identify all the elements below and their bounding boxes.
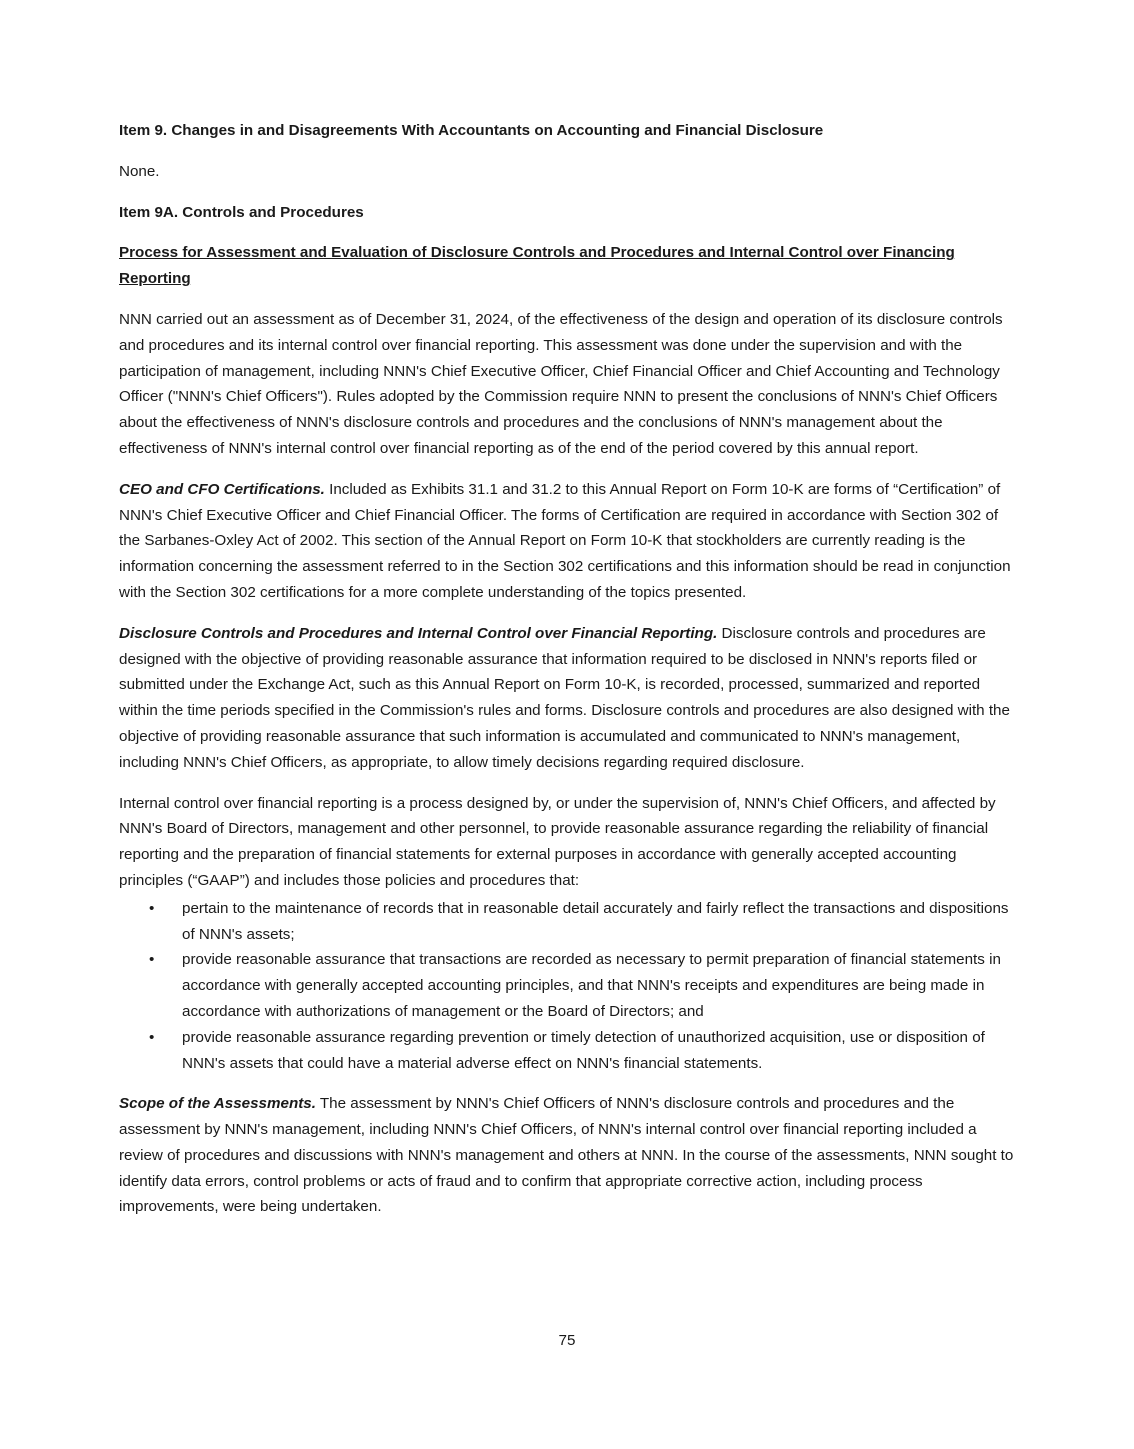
scope-paragraph <box>119 1091 1019 1220</box>
bullet-item <box>119 896 1019 948</box>
disclosure-text: Disclosure controls and procedures are designed with the objective of providing reasonable assurance that information required to be disclosed in NNN's reports filed or submitted under the Exchange Act, such as this Annual Report on Form 10-K, is recorded, processed, summarized and reported within the time periods specified in the Commission's rules and forms. Disclosure controls and procedures are also designed with the objective of providing reasonable assurance that such information is accumulated and communicated to NNN's management, including NNN's Chief Officers, as appropriate, to allow timely decisions regarding required disclosure. <box>119 624 1010 771</box>
document-page <box>119 118 1019 1235</box>
disclosure-paragraph <box>119 621 1019 776</box>
bullet-item <box>119 947 1019 1024</box>
scope-lead: Scope of the Assessments. <box>119 1095 316 1113</box>
certifications-paragraph <box>119 477 1019 606</box>
internal-control-paragraph: Internal control over financial reporting is a process designed by, or under the supervision of, NNN's Chief Officers, and affected by NNN's Board of Directors, management and other personnel, to provide reasonable assurance regarding the reliability of financial reporting and the preparation of financial statements for external purposes in accordance with generally accepted accounting principles (“GAAP”) and includes those policies and procedures that: <box>119 794 996 889</box>
process-paragraph: NNN carried out an assessment as of December 31, 2024, of the effectiveness of the design and operation of its disclosure controls and procedures and its internal control over financial reporting. This assessment was done under the supervision and with the participation of management, including NNN's Chief Executive Officer, Chief Financial Officer and Chief Accounting and Technology Officer ("NNN's Chief Officers"). Rules adopted by the Commission require NNN to present the conclusions of NNN's Chief Officers about the effectiveness of NNN's disclosure controls and procedures and the conclusions of NNN's management about the effectiveness of NNN's internal control over financial reporting as of the end of the period covered by this annual report. <box>119 310 1003 457</box>
item-9a-heading: Item 9A. Controls and Procedures <box>119 203 364 221</box>
item-9-body: None. <box>119 162 160 180</box>
bullet-text: provide reasonable assurance regarding prevention or timely detection of unauthorized acquisition, use or disposition of NNN's assets that could have a material adverse effect on NNN's financial statements. <box>182 1028 985 1072</box>
disclosure-lead: Disclosure Controls and Procedures and Internal Control over Financial Reporting. <box>119 624 718 642</box>
certifications-lead: CEO and CFO Certifications. <box>119 480 325 498</box>
policies-bullet-list <box>119 896 1019 1077</box>
bullet-icon: • <box>149 1028 155 1046</box>
page-number: 75 <box>558 1332 576 1349</box>
certifications-text: Included as Exhibits 31.1 and 31.2 to this Annual Report on Form 10-K are forms of “Certification” of NNN's Chief Executive Officer and Chief Financial Officer. The forms of Certification are required in accordance with Section 302 of the Sarbanes-Oxley Act of 2002. This section of the Annual Report on Form 10-K that stockholders are currently reading is the information concerning the assessment referred to in the Section 302 certifications and this information should be read in conjunction with the Section 302 certifications for a more complete understanding of the topics presented. <box>119 480 1011 601</box>
process-heading: Process for Assessment and Evaluation of Disclosure Controls and Procedures and Internal Control over Financing Reporting <box>119 244 955 288</box>
bullet-icon: • <box>149 951 155 969</box>
bullet-item <box>119 1025 1019 1077</box>
bullet-text: pertain to the maintenance of records that in reasonable detail accurately and fairly reflect the transactions and dispositions of NNN's assets; <box>182 899 1009 943</box>
scope-text: The assessment by NNN's Chief Officers of NNN's disclosure controls and procedures and the assessment by NNN's management, including NNN's Chief Officers, of NNN's internal control over financial reporting included a review of procedures and discussions with NNN's management and others at NNN. In the course of the assessments, NNN sought to identify data errors, control problems or acts of fraud and to confirm that appropriate corrective action, including process improvements, were being undertaken. <box>119 1095 1014 1216</box>
bullet-text: provide reasonable assurance that transactions are recorded as necessary to permit preparation of financial statements in accordance with generally accepted accounting principles, and that NNN's receipts and expenditures are being made in accordance with authorizations of management or the Board of Directors; and <box>182 951 1001 1020</box>
item-9-heading: Item 9. Changes in and Disagreements With Accountants on Accounting and Financial Disclosure <box>119 122 824 139</box>
bullet-icon: • <box>149 899 155 917</box>
